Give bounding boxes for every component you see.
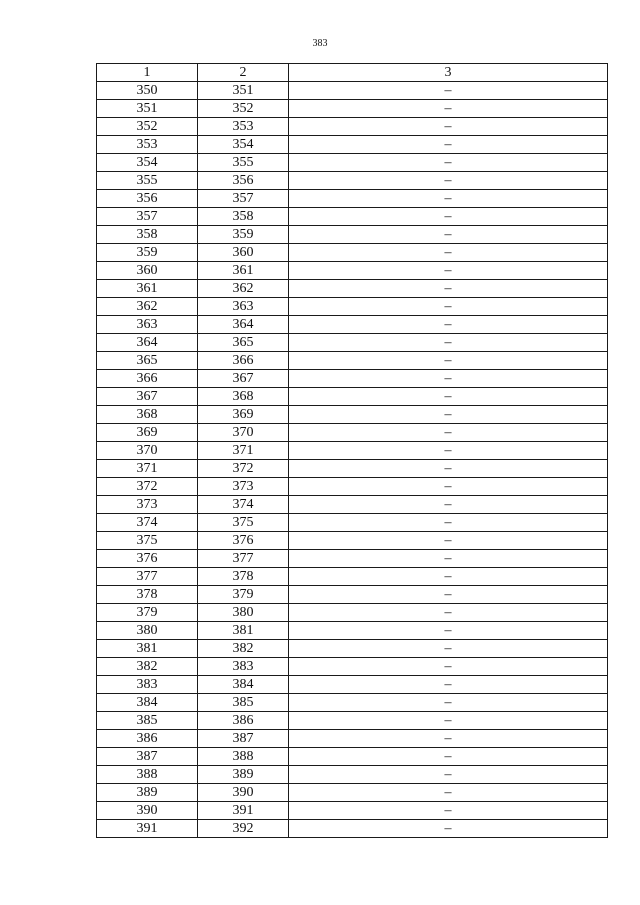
table-cell-col-1: 367 xyxy=(97,388,198,406)
table-cell-col-3: – xyxy=(289,82,608,100)
table-row xyxy=(97,676,608,694)
table-cell-col-1: 351 xyxy=(97,100,198,118)
table-cell-col-2: 361 xyxy=(198,262,289,280)
table-row xyxy=(97,190,608,208)
column-header-2: 2 xyxy=(198,64,289,82)
table-row xyxy=(97,352,608,370)
table-row xyxy=(97,226,608,244)
table-cell-col-2: 362 xyxy=(198,280,289,298)
table-cell-col-2: 375 xyxy=(198,514,289,532)
table-cell-col-2: 358 xyxy=(198,208,289,226)
table-cell-col-1: 376 xyxy=(97,550,198,568)
table-row xyxy=(97,316,608,334)
table-row xyxy=(97,118,608,136)
table-cell-col-3: – xyxy=(289,442,608,460)
table-cell-col-1: 377 xyxy=(97,568,198,586)
table-cell-col-3: – xyxy=(289,478,608,496)
table-cell-col-1: 385 xyxy=(97,712,198,730)
table-cell-col-3: – xyxy=(289,136,608,154)
table-cell-col-3: – xyxy=(289,622,608,640)
table-body xyxy=(97,82,608,838)
table-header xyxy=(97,64,608,82)
table-cell-col-3: – xyxy=(289,424,608,442)
table-row xyxy=(97,298,608,316)
table-cell-col-1: 388 xyxy=(97,766,198,784)
table-cell-col-3: – xyxy=(289,532,608,550)
table-row xyxy=(97,514,608,532)
table-cell-col-3: – xyxy=(289,172,608,190)
table-row xyxy=(97,640,608,658)
table-row xyxy=(97,136,608,154)
table-cell-col-3: – xyxy=(289,784,608,802)
table-cell-col-1: 364 xyxy=(97,334,198,352)
table-cell-col-1: 373 xyxy=(97,496,198,514)
table-cell-col-3: – xyxy=(289,352,608,370)
table-cell-col-1: 372 xyxy=(97,478,198,496)
table-cell-col-2: 356 xyxy=(198,172,289,190)
table-cell-col-1: 387 xyxy=(97,748,198,766)
page-number: 383 xyxy=(312,38,328,49)
table-cell-col-2: 378 xyxy=(198,568,289,586)
table-cell-col-2: 382 xyxy=(198,640,289,658)
table-cell-col-3: – xyxy=(289,640,608,658)
table-cell-col-2: 372 xyxy=(198,460,289,478)
table-row xyxy=(97,712,608,730)
table-cell-col-2: 353 xyxy=(198,118,289,136)
table-cell-col-3: – xyxy=(289,406,608,424)
table-cell-col-3: – xyxy=(289,388,608,406)
data-table xyxy=(96,63,608,838)
table-cell-col-2: 389 xyxy=(198,766,289,784)
table-cell-col-1: 386 xyxy=(97,730,198,748)
table-cell-col-2: 369 xyxy=(198,406,289,424)
table-cell-col-3: – xyxy=(289,730,608,748)
table-cell-col-3: – xyxy=(289,100,608,118)
table-cell-col-2: 390 xyxy=(198,784,289,802)
table-cell-col-1: 383 xyxy=(97,676,198,694)
table-row xyxy=(97,730,608,748)
table-cell-col-1: 378 xyxy=(97,586,198,604)
table-cell-col-1: 359 xyxy=(97,244,198,262)
table-cell-col-1: 352 xyxy=(97,118,198,136)
table-cell-col-2: 381 xyxy=(198,622,289,640)
table-cell-col-1: 365 xyxy=(97,352,198,370)
table-cell-col-3: – xyxy=(289,514,608,532)
table-row xyxy=(97,748,608,766)
table-cell-col-2: 360 xyxy=(198,244,289,262)
table-cell-col-1: 356 xyxy=(97,190,198,208)
table-cell-col-3: – xyxy=(289,154,608,172)
table-row xyxy=(97,172,608,190)
table-cell-col-3: – xyxy=(289,676,608,694)
table-cell-col-3: – xyxy=(289,748,608,766)
table-cell-col-2: 355 xyxy=(198,154,289,172)
table-row xyxy=(97,244,608,262)
table-cell-col-1: 363 xyxy=(97,316,198,334)
table-cell-col-2: 387 xyxy=(198,730,289,748)
table-cell-col-2: 366 xyxy=(198,352,289,370)
table-cell-col-3: – xyxy=(289,370,608,388)
table-cell-col-3: – xyxy=(289,190,608,208)
table-row xyxy=(97,478,608,496)
table-cell-col-2: 373 xyxy=(198,478,289,496)
table-row xyxy=(97,586,608,604)
table-cell-col-1: 368 xyxy=(97,406,198,424)
table-row xyxy=(97,460,608,478)
table-row xyxy=(97,604,608,622)
table-cell-col-2: 374 xyxy=(198,496,289,514)
table-cell-col-1: 353 xyxy=(97,136,198,154)
table-cell-col-2: 392 xyxy=(198,820,289,838)
table-cell-col-1: 379 xyxy=(97,604,198,622)
table-row xyxy=(97,442,608,460)
table-cell-col-2: 365 xyxy=(198,334,289,352)
table-cell-col-2: 367 xyxy=(198,370,289,388)
table-cell-col-3: – xyxy=(289,334,608,352)
table-cell-col-3: – xyxy=(289,298,608,316)
table-cell-col-2: 386 xyxy=(198,712,289,730)
table-cell-col-2: 379 xyxy=(198,586,289,604)
table-cell-col-1: 354 xyxy=(97,154,198,172)
table-cell-col-2: 388 xyxy=(198,748,289,766)
table-cell-col-3: – xyxy=(289,262,608,280)
table-cell-col-3: – xyxy=(289,586,608,604)
table-cell-col-1: 357 xyxy=(97,208,198,226)
table-row xyxy=(97,532,608,550)
table-row xyxy=(97,784,608,802)
table-cell-col-3: – xyxy=(289,694,608,712)
table-row xyxy=(97,262,608,280)
table-row xyxy=(97,208,608,226)
table-cell-col-1: 358 xyxy=(97,226,198,244)
table-cell-col-1: 366 xyxy=(97,370,198,388)
table-cell-col-2: 357 xyxy=(198,190,289,208)
table-cell-col-1: 355 xyxy=(97,172,198,190)
table-cell-col-3: – xyxy=(289,802,608,820)
table-row xyxy=(97,100,608,118)
table-cell-col-3: – xyxy=(289,658,608,676)
table-cell-col-3: – xyxy=(289,604,608,622)
table-cell-col-3: – xyxy=(289,316,608,334)
table-cell-col-2: 376 xyxy=(198,532,289,550)
table-cell-col-1: 381 xyxy=(97,640,198,658)
table-row xyxy=(97,388,608,406)
table-row xyxy=(97,370,608,388)
table-cell-col-2: 380 xyxy=(198,604,289,622)
table-cell-col-2: 352 xyxy=(198,100,289,118)
table-row xyxy=(97,406,608,424)
table-cell-col-1: 370 xyxy=(97,442,198,460)
table-row xyxy=(97,496,608,514)
table-row xyxy=(97,820,608,838)
table-cell-col-2: 364 xyxy=(198,316,289,334)
table-cell-col-3: – xyxy=(289,118,608,136)
table-row xyxy=(97,550,608,568)
header-row xyxy=(97,64,608,82)
table-cell-col-2: 359 xyxy=(198,226,289,244)
table-cell-col-1: 361 xyxy=(97,280,198,298)
table-cell-col-2: 354 xyxy=(198,136,289,154)
table-cell-col-2: 384 xyxy=(198,676,289,694)
table-cell-col-3: – xyxy=(289,550,608,568)
table-cell-col-1: 382 xyxy=(97,658,198,676)
table-cell-col-1: 389 xyxy=(97,784,198,802)
table-cell-col-1: 369 xyxy=(97,424,198,442)
table-cell-col-2: 385 xyxy=(198,694,289,712)
table-cell-col-3: – xyxy=(289,280,608,298)
table-cell-col-1: 391 xyxy=(97,820,198,838)
table-row xyxy=(97,802,608,820)
table-cell-col-2: 371 xyxy=(198,442,289,460)
table-cell-col-2: 377 xyxy=(198,550,289,568)
table-cell-col-1: 374 xyxy=(97,514,198,532)
table-cell-col-2: 370 xyxy=(198,424,289,442)
table-cell-col-3: – xyxy=(289,208,608,226)
table-cell-col-3: – xyxy=(289,244,608,262)
table-row xyxy=(97,82,608,100)
table-cell-col-1: 384 xyxy=(97,694,198,712)
table-cell-col-2: 368 xyxy=(198,388,289,406)
table-row xyxy=(97,622,608,640)
table-row xyxy=(97,568,608,586)
table-row xyxy=(97,154,608,172)
column-header-3: 3 xyxy=(289,64,608,82)
table-cell-col-1: 380 xyxy=(97,622,198,640)
table-cell-col-2: 383 xyxy=(198,658,289,676)
table-cell-col-1: 371 xyxy=(97,460,198,478)
table-cell-col-3: – xyxy=(289,568,608,586)
table-cell-col-1: 360 xyxy=(97,262,198,280)
table-cell-col-3: – xyxy=(289,460,608,478)
table-cell-col-2: 391 xyxy=(198,802,289,820)
table-row xyxy=(97,658,608,676)
table-row xyxy=(97,280,608,298)
table-cell-col-1: 390 xyxy=(97,802,198,820)
table-cell-col-1: 350 xyxy=(97,82,198,100)
table-row xyxy=(97,694,608,712)
table-row xyxy=(97,766,608,784)
table-cell-col-3: – xyxy=(289,712,608,730)
table-cell-col-3: – xyxy=(289,820,608,838)
table-cell-col-2: 351 xyxy=(198,82,289,100)
table-row xyxy=(97,334,608,352)
table-cell-col-1: 375 xyxy=(97,532,198,550)
column-header-1: 1 xyxy=(97,64,198,82)
table-row xyxy=(97,424,608,442)
table-cell-col-3: – xyxy=(289,496,608,514)
table-cell-col-2: 363 xyxy=(198,298,289,316)
table-cell-col-3: – xyxy=(289,226,608,244)
table-cell-col-3: – xyxy=(289,766,608,784)
table-cell-col-1: 362 xyxy=(97,298,198,316)
